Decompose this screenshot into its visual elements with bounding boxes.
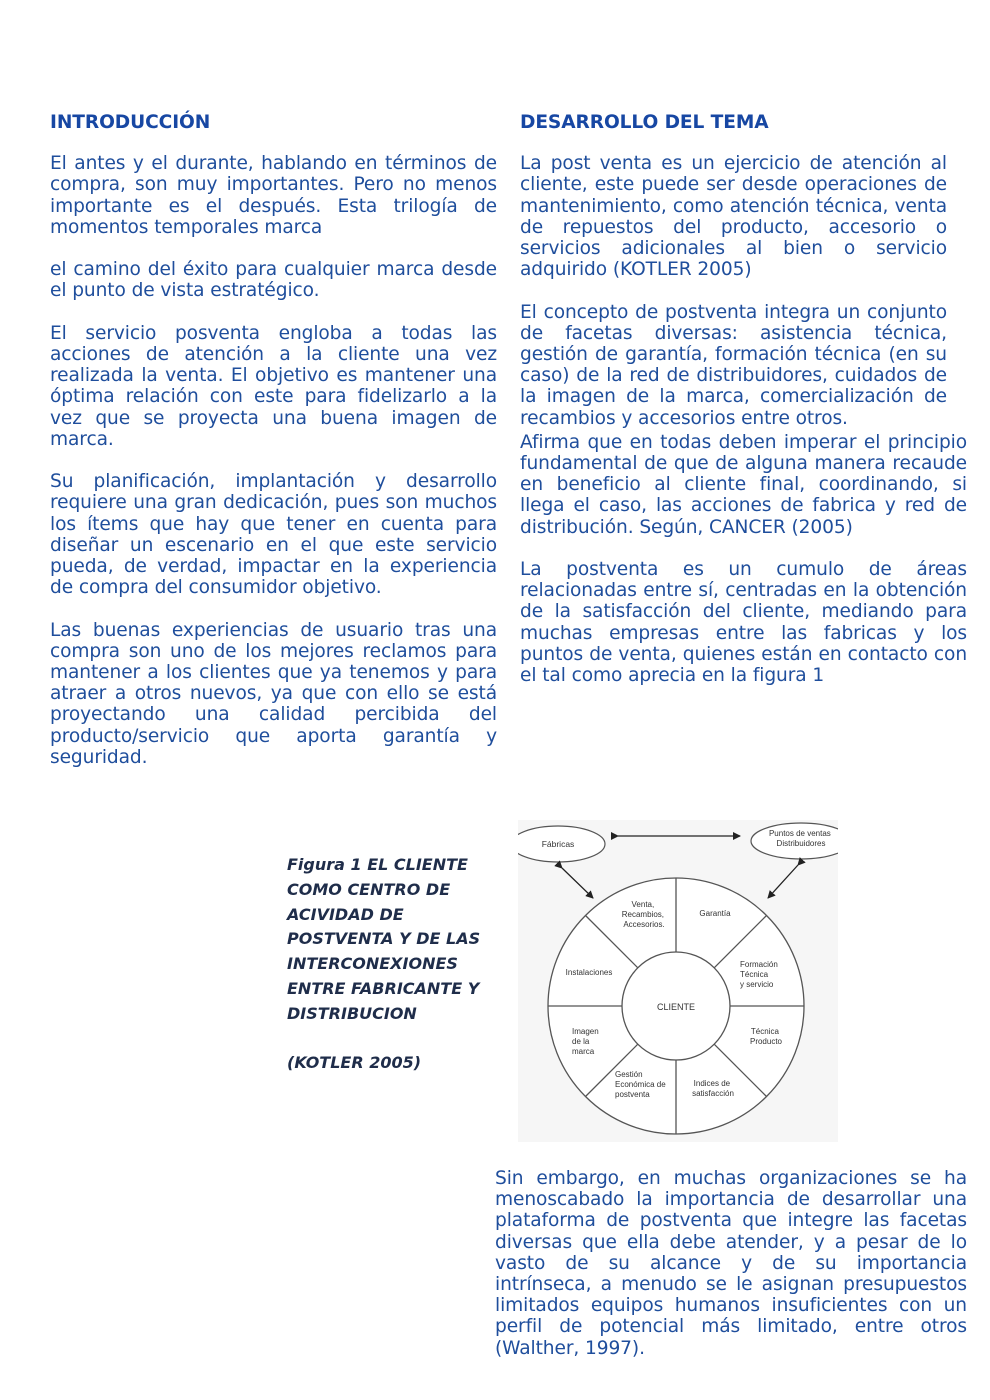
- sales-points-label: Puntos de ventas Distribuidores: [768, 829, 831, 848]
- segment-label-product-tech: Técnica Producto: [749, 1027, 783, 1046]
- segment-label-installations: Instalaciones: [565, 968, 613, 977]
- figure-caption: [287, 853, 502, 1076]
- segment-label-brand-image: Imagen de la marca: [572, 1027, 599, 1056]
- dev-paragraph-3: Afirma que en todas deben imperar el principio fundamental de que de alguna manera recaude en beneficio al cliente final, coordinando, si llega el caso, las acciones de fabrica y red de distribución. Según, CANCER (2005): [520, 431, 967, 538]
- intro-paragraph-5: Las buenas experiencias de usuario tras una compra son uno de los mejores reclamos para mantener a los clientes que ya tenemos y para atraer a otros nuevos, ya que con ello se está proyectando una calidad percibida del producto/servicio que aporta garantía y seguridad.: [50, 619, 497, 768]
- center-label: CLIENTE: [656, 1002, 696, 1012]
- intro-paragraph-1: El antes y el durante, hablando en términos de compra, son muy importantes. Pero no menos importante es el después. Esta trilogía de momentos temporales marca: [50, 153, 497, 238]
- arrow-sales-to-ring: [768, 865, 798, 898]
- segment-label-economic-mgmt: Gestión Económica de postventa: [615, 1070, 666, 1099]
- dev-paragraph-2: El concepto de postventa integra un conjunto de facetas diversas: asistencia técnica, gestión de garantía, formación técnica (en su caso) de la red de distribuidores, cuidados de la imagen de la marca, comercialización de recambios y accesorios entre otros.: [520, 301, 947, 429]
- intro-paragraph-2: el camino del éxito para cualquier marca desde el punto de vista estratégico.: [50, 259, 497, 302]
- intro-paragraph-3: El servicio posventa engloba a todas las acciones de atención a la cliente una vez realizada la venta. El objetivo es mantener una óptima relación con este para fidelizarlo a la vez que se proyecta una buena imagen de marca.: [50, 322, 497, 450]
- intro-paragraph-4: Su planificación, implantación y desarrollo requiere una gran dedicación, pues son muchos los ítems que hay que tener en cuenta para diseñar un escenario en el que este servicio pueda, de verdad, impactar en la experiencia de compra del consumidor objetivo.: [50, 471, 497, 599]
- dev-paragraph-1: La post venta es un ejercicio de atención al cliente, este puede ser desde operaciones de mantenimiento, como atención técnica, venta de repuestos del producto, accesorio o servicios adicionales al bien o servicio adquirido (KOTLER 2005): [520, 153, 947, 281]
- segment-label-sales-spares: Venta, Recambios, Accesorios.: [621, 900, 665, 929]
- development-section: [520, 112, 967, 707]
- introduction-heading: INTRODUCCIÓN: [50, 112, 211, 133]
- arrow-factories-to-ring: [562, 868, 593, 898]
- segment-label-training: Formación Técnica y servicio: [740, 960, 778, 989]
- segment-label-satisfaction: Indices de satisfacción: [692, 1079, 734, 1098]
- conclusion-paragraph: Sin embargo, en muchas organizaciones se ha menoscabado la importancia de desarrollar una plataforma de postventa que integre las facetas diversas que ella debe atender, y a pesar de lo vasto de su alcance y de su importancia intrínseca, a menudo se le asignan presupuestos limitados equipos humanos insuficientes con un perfil de potencial más limitado, entre otros (Walther, 1997).: [495, 1168, 967, 1359]
- figure-citation: (KOTLER 2005): [287, 1053, 422, 1073]
- development-heading: DESARROLLO DEL TEMA: [520, 112, 769, 133]
- conclusion-section: [495, 1168, 967, 1359]
- dev-paragraph-4: La postventa es un cumulo de áreas relacionadas entre sí, centradas en la obtención de la satisfacción del cliente, mediando para muchas empresas entre las fabricas y los puntos de venta, quienes están en contacto con el tal como aprecia en la figura 1: [520, 559, 967, 687]
- segment-label-warranty: Garantía: [699, 909, 731, 918]
- introduction-section: [50, 112, 497, 789]
- postventa-diagram-svg: [518, 820, 838, 1142]
- figure-caption-title: Figura 1 EL CLIENTE COMO CENTRO DE ACIVIDAD DE POSTVENTA Y DE LAS INTERCONEXIONES ENTRE FABRICANTE Y DISTRIBUCION: [287, 855, 481, 1023]
- postventa-diagram: [518, 820, 838, 1142]
- factories-label: Fábricas: [541, 839, 575, 849]
